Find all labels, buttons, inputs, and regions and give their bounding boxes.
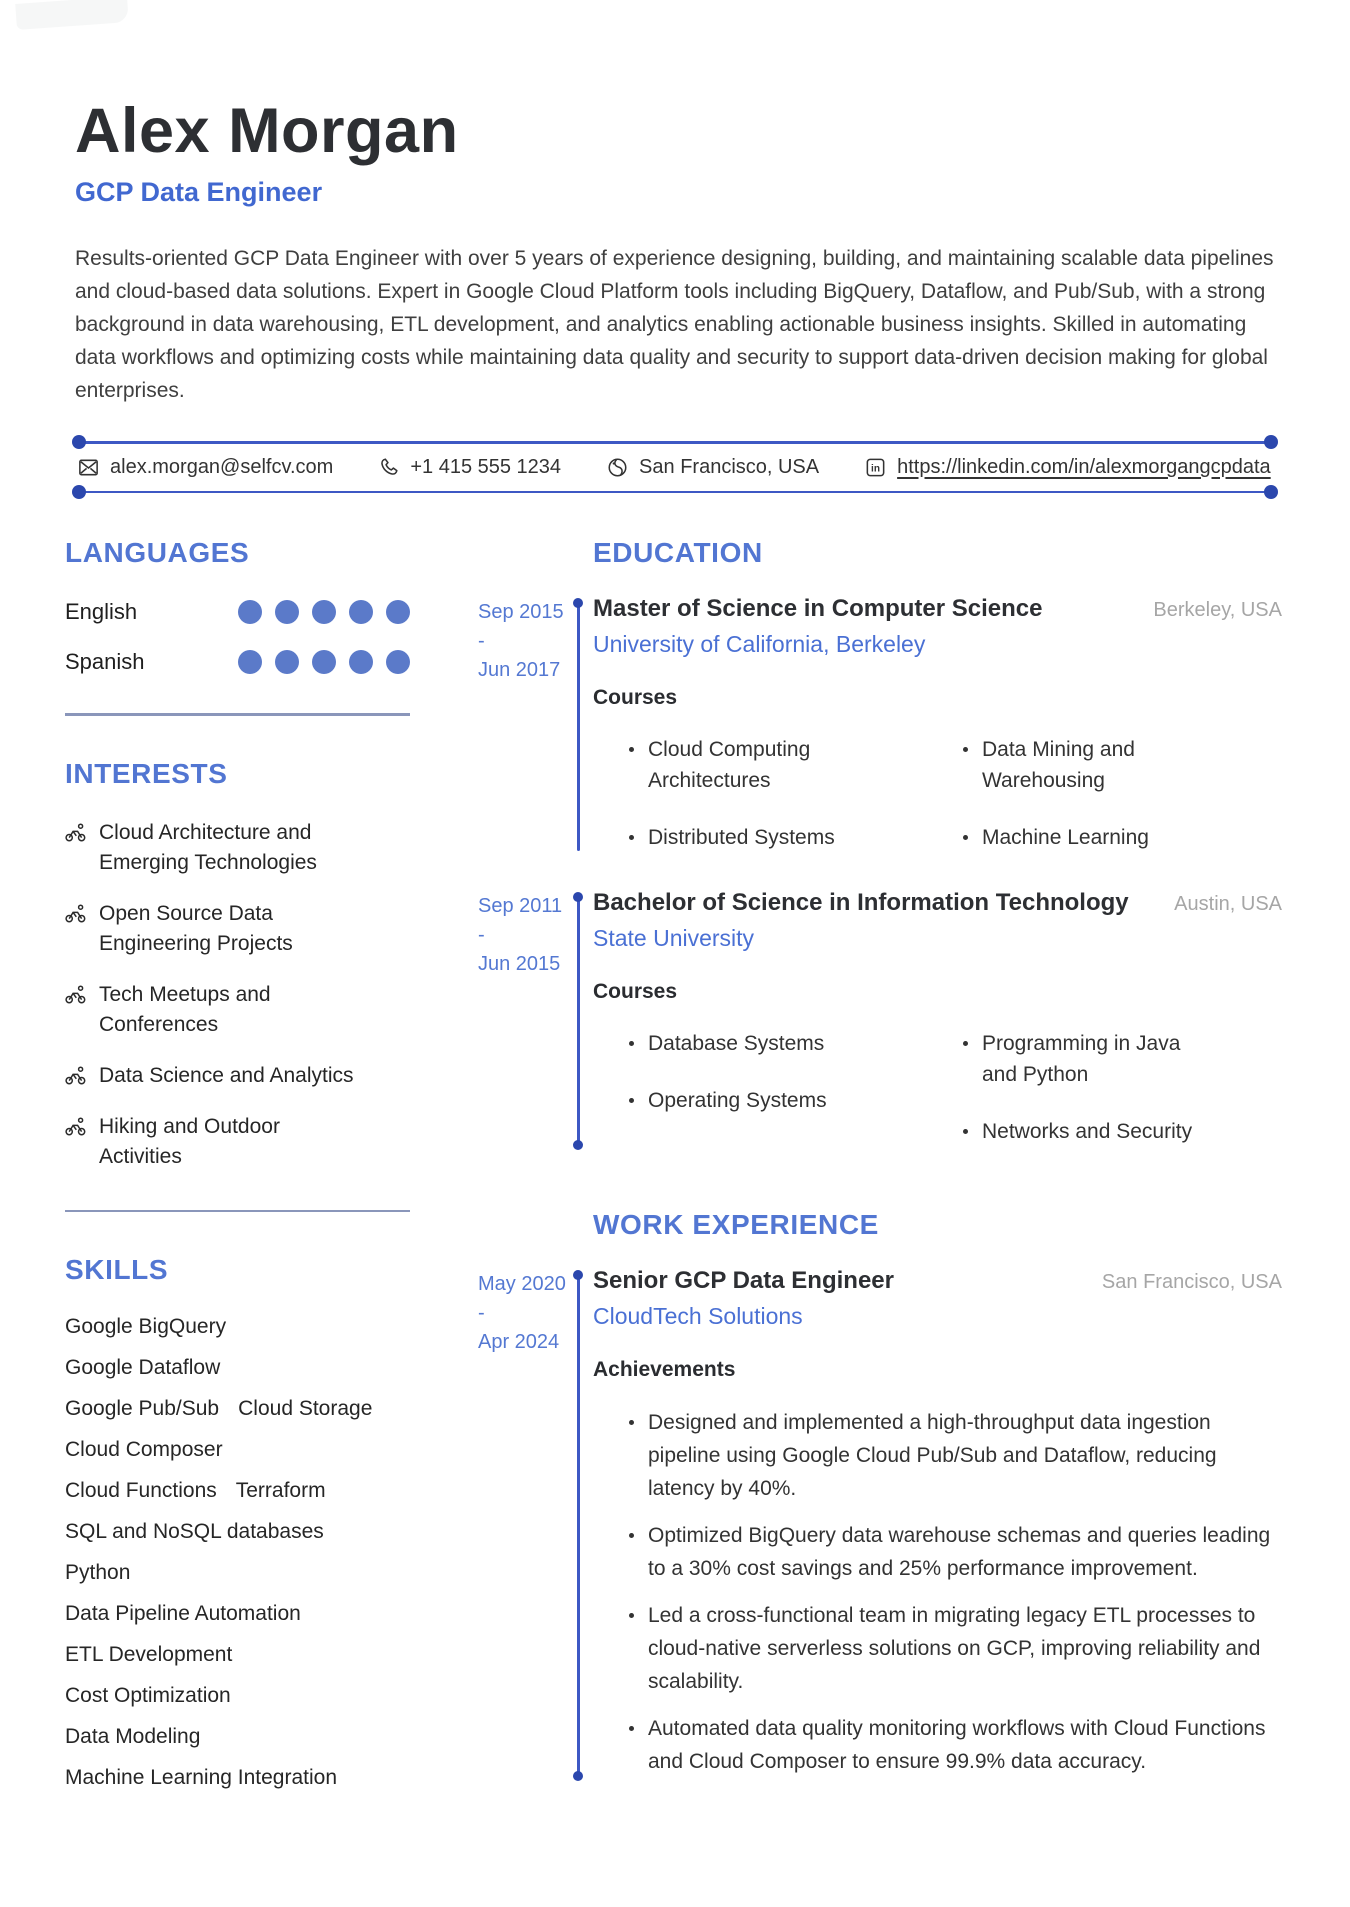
entry-date-start: May 2020 bbox=[478, 1273, 566, 1296]
course-text: Machine Learning bbox=[982, 826, 1149, 850]
bullet-icon bbox=[629, 747, 634, 752]
timeline-dot bbox=[573, 598, 583, 608]
interest-label: Data Science and Analytics bbox=[99, 1063, 354, 1087]
achievements-list bbox=[593, 1406, 1282, 1778]
entry-organization: State University bbox=[593, 925, 755, 952]
svg-text:in: in bbox=[871, 462, 881, 474]
timeline-dot bbox=[573, 892, 583, 902]
contact-email bbox=[77, 456, 333, 479]
cyclist-icon bbox=[65, 904, 86, 923]
language-level-dots bbox=[238, 650, 410, 674]
course-text: Networks and Security bbox=[982, 1120, 1193, 1144]
skill-item: Python bbox=[65, 1561, 131, 1585]
skills-row bbox=[65, 1767, 410, 1789]
contact-phone-text: +1 415 555 1234 bbox=[410, 455, 562, 478]
timeline-entry bbox=[478, 889, 1282, 1147]
skills-row bbox=[65, 1480, 410, 1502]
entry-organization: University of California, Berkeley bbox=[593, 631, 926, 658]
bullet-icon bbox=[963, 835, 968, 840]
course-text: Operating Systems bbox=[648, 1089, 827, 1113]
level-dot-icon bbox=[238, 650, 262, 674]
bullet-icon bbox=[963, 1129, 968, 1134]
entry-date-separator: - bbox=[478, 1302, 485, 1325]
entry-content bbox=[593, 595, 1282, 853]
skills-row bbox=[65, 1316, 410, 1338]
left-column bbox=[65, 537, 410, 1789]
course-item bbox=[629, 734, 963, 796]
courses-column bbox=[963, 1028, 1282, 1147]
email-icon bbox=[77, 456, 100, 479]
phone-icon bbox=[378, 456, 400, 478]
entry-dates bbox=[478, 595, 577, 853]
entry-location: Berkeley, USA bbox=[1153, 599, 1282, 622]
level-dot-icon bbox=[312, 600, 336, 624]
bullet-icon bbox=[629, 1533, 634, 1538]
interests-list bbox=[65, 818, 410, 1172]
entry-label: Achievements bbox=[593, 1358, 736, 1382]
timeline-dot bbox=[573, 1140, 583, 1150]
language-name: Spanish bbox=[65, 649, 145, 675]
skill-item: Cloud Functions bbox=[65, 1479, 217, 1503]
timeline-line bbox=[577, 1275, 580, 1776]
contact-location-text: San Francisco, USA bbox=[639, 455, 820, 478]
skill-item: Google Dataflow bbox=[65, 1356, 221, 1380]
bullet-icon bbox=[629, 1420, 634, 1425]
entry-label: Courses bbox=[593, 686, 678, 710]
level-dot-icon bbox=[386, 600, 410, 624]
achievement-text: Led a cross-functional team in migrating legacy ETL processes to cloud-native serverless solutions on GCP, improving reliability and scalability. bbox=[648, 1604, 1261, 1694]
contact-location bbox=[606, 456, 819, 479]
language-name: English bbox=[65, 599, 138, 625]
level-dot-icon bbox=[386, 650, 410, 674]
skill-item: Google BigQuery bbox=[65, 1315, 227, 1339]
entry-location: San Francisco, USA bbox=[1101, 1271, 1282, 1294]
course-text: Programming in Java and Python bbox=[982, 1032, 1181, 1087]
achievement-text: Designed and implemented a high-throughput data ingestion pipeline using Google Cloud Pub/Sub and Dataflow, reducing latency by 40%. bbox=[648, 1411, 1217, 1501]
interest-item bbox=[65, 1112, 410, 1172]
bullet-icon bbox=[629, 1726, 634, 1731]
interest-label: Cloud Architecture and Emerging Technologies bbox=[99, 820, 317, 874]
timeline-dot bbox=[573, 1771, 583, 1781]
header bbox=[0, 0, 1350, 407]
timeline-rail bbox=[577, 1267, 593, 1778]
entry-title: Master of Science in Computer Science bbox=[593, 595, 1043, 623]
main-columns bbox=[0, 537, 1350, 1789]
work-entries bbox=[478, 1267, 1282, 1778]
skill-item: Cost Optimization bbox=[65, 1684, 231, 1708]
contact-phone bbox=[378, 456, 561, 479]
skill-item: Google Pub/Sub bbox=[65, 1397, 220, 1421]
section-title-interests: INTERESTS bbox=[65, 757, 228, 789]
courses-column bbox=[963, 734, 1282, 853]
contact-email-text: alex.morgan@selfcv.com bbox=[110, 455, 334, 478]
achievement-item bbox=[629, 1519, 1282, 1585]
interest-label: Tech Meetups and Conferences bbox=[99, 982, 271, 1036]
profile-summary: Results-oriented GCP Data Engineer with over 5 years of experience designing, building, and maintaining scalable data pipelines and cloud-based data solutions. Expert in Google Cloud Platform tools including BigQuery, Dataflow, and Pub/Sub, with a strong background in data warehousing, ETL development, and analytics enabling actionable business insights. Skilled in automating data workflows and optimizing costs while maintaining data quality and security to support data-driven decision making for global enterprises. bbox=[75, 247, 1274, 402]
interest-item bbox=[65, 1061, 410, 1091]
entry-content bbox=[593, 1267, 1282, 1778]
entry-title: Senior GCP Data Engineer bbox=[593, 1267, 894, 1295]
bullet-icon bbox=[629, 1613, 634, 1618]
divider bbox=[65, 713, 410, 716]
interest-label: Open Source Data Engineering Projects bbox=[99, 901, 293, 955]
course-item bbox=[629, 1085, 963, 1116]
bullet-icon bbox=[629, 1098, 634, 1103]
courses-grid bbox=[593, 734, 1282, 853]
globe-icon bbox=[606, 456, 629, 479]
job-title: GCP Data Engineer bbox=[75, 177, 323, 207]
skills-row bbox=[65, 1521, 410, 1543]
interest-item bbox=[65, 818, 410, 878]
skills-row bbox=[65, 1357, 410, 1379]
entry-dates bbox=[478, 889, 577, 1147]
achievement-text: Automated data quality monitoring workflows with Cloud Functions and Cloud Composer to ensure 99.9% data accuracy. bbox=[648, 1717, 1266, 1774]
courses-column bbox=[629, 734, 963, 853]
contact-linkedin bbox=[864, 456, 1271, 479]
entry-location: Austin, USA bbox=[1174, 893, 1282, 916]
course-item bbox=[629, 1028, 963, 1059]
languages-list bbox=[65, 599, 410, 675]
timeline-entry bbox=[478, 1267, 1282, 1778]
entry-header bbox=[593, 889, 1282, 917]
course-item bbox=[963, 734, 1282, 796]
achievement-item bbox=[629, 1599, 1282, 1698]
timeline-entry bbox=[478, 595, 1282, 853]
achievement-item bbox=[629, 1406, 1282, 1505]
section-title-education: EDUCATION bbox=[593, 537, 763, 569]
achievement-text: Optimized BigQuery data warehouse schemas and queries leading to a 30% cost savings and 25% performance improvement. bbox=[648, 1524, 1271, 1581]
bullet-icon bbox=[629, 835, 634, 840]
entry-date-end: Apr 2024 bbox=[478, 1331, 560, 1354]
timeline-dot bbox=[573, 1270, 583, 1280]
entry-header bbox=[593, 595, 1282, 623]
section-title-work: WORK EXPERIENCE bbox=[593, 1209, 879, 1241]
entry-date-separator: - bbox=[478, 630, 485, 653]
entry-organization: CloudTech Solutions bbox=[593, 1303, 803, 1330]
level-dot-icon bbox=[275, 600, 299, 624]
skills-row bbox=[65, 1398, 410, 1420]
entry-date-end: Jun 2017 bbox=[478, 659, 561, 682]
entry-date-end: Jun 2015 bbox=[478, 953, 561, 976]
linkedin-link[interactable]: https://linkedin.com/in/alexmorgangcpdata bbox=[897, 455, 1271, 478]
language-row bbox=[65, 649, 410, 675]
contact-row bbox=[73, 444, 1277, 491]
course-text: Data Mining and Warehousing bbox=[982, 738, 1135, 793]
course-item bbox=[963, 1028, 1282, 1090]
skills-row bbox=[65, 1439, 410, 1461]
timeline-line bbox=[577, 897, 580, 1145]
bullet-icon bbox=[963, 747, 968, 752]
skill-item: Data Modeling bbox=[65, 1725, 201, 1749]
skill-item: Terraform bbox=[235, 1479, 326, 1503]
entry-label: Courses bbox=[593, 980, 678, 1004]
skill-item: Machine Learning Integration bbox=[65, 1766, 338, 1790]
entry-date-start: Sep 2011 bbox=[478, 895, 563, 918]
skill-item: SQL and NoSQL databases bbox=[65, 1520, 324, 1544]
skills-row bbox=[65, 1603, 410, 1625]
cyclist-icon bbox=[65, 1066, 86, 1085]
skills-row bbox=[65, 1685, 410, 1707]
entry-dates bbox=[478, 1267, 577, 1778]
course-text: Cloud Computing Architectures bbox=[648, 738, 811, 793]
course-item bbox=[963, 822, 1282, 853]
skill-item: Cloud Composer bbox=[65, 1438, 223, 1462]
education-entries bbox=[478, 595, 1282, 1147]
skill-item: Cloud Storage bbox=[238, 1397, 373, 1421]
entry-header bbox=[593, 1267, 1282, 1295]
entry-date-start: Sep 2015 bbox=[478, 601, 564, 624]
level-dot-icon bbox=[312, 650, 336, 674]
courses-column bbox=[629, 1028, 963, 1147]
skill-item: Data Pipeline Automation bbox=[65, 1602, 301, 1626]
skills-row bbox=[65, 1726, 410, 1748]
course-text: Distributed Systems bbox=[648, 826, 835, 850]
entry-content bbox=[593, 889, 1282, 1147]
contact-bar bbox=[73, 441, 1277, 493]
linkedin-icon bbox=[864, 456, 887, 479]
skill-item: ETL Development bbox=[65, 1643, 233, 1667]
cyclist-icon bbox=[65, 985, 86, 1004]
skills-list bbox=[65, 1316, 410, 1789]
cyclist-icon bbox=[65, 1117, 86, 1136]
section-title-skills: SKILLS bbox=[65, 1254, 169, 1286]
divider bbox=[65, 1210, 410, 1213]
course-item bbox=[629, 822, 963, 853]
interest-item bbox=[65, 899, 410, 959]
level-dot-icon bbox=[349, 600, 373, 624]
bullet-icon bbox=[629, 1041, 634, 1046]
bullet-icon bbox=[963, 1041, 968, 1046]
language-level-dots bbox=[238, 600, 410, 624]
timeline-rail bbox=[577, 889, 593, 1147]
course-text: Database Systems bbox=[648, 1032, 825, 1056]
entry-date-separator: - bbox=[478, 924, 485, 947]
section-title-languages: LANGUAGES bbox=[65, 537, 250, 569]
skills-row bbox=[65, 1644, 410, 1666]
contact-rule-bottom bbox=[79, 491, 1271, 494]
achievement-item bbox=[629, 1712, 1282, 1778]
contact-rule-top bbox=[79, 441, 1271, 444]
interest-label: Hiking and Outdoor Activities bbox=[99, 1114, 280, 1168]
language-row bbox=[65, 599, 410, 625]
timeline-line bbox=[577, 603, 580, 851]
cyclist-icon bbox=[65, 823, 86, 842]
interest-item bbox=[65, 980, 410, 1040]
level-dot-icon bbox=[349, 650, 373, 674]
course-item bbox=[963, 1116, 1282, 1147]
skills-row bbox=[65, 1562, 410, 1584]
person-name: Alex Morgan bbox=[75, 96, 459, 166]
level-dot-icon bbox=[275, 650, 299, 674]
courses-grid bbox=[593, 1028, 1282, 1147]
right-column bbox=[478, 537, 1350, 1789]
entry-title: Bachelor of Science in Information Technology bbox=[593, 889, 1129, 917]
timeline-rail bbox=[577, 595, 593, 853]
level-dot-icon bbox=[238, 600, 262, 624]
